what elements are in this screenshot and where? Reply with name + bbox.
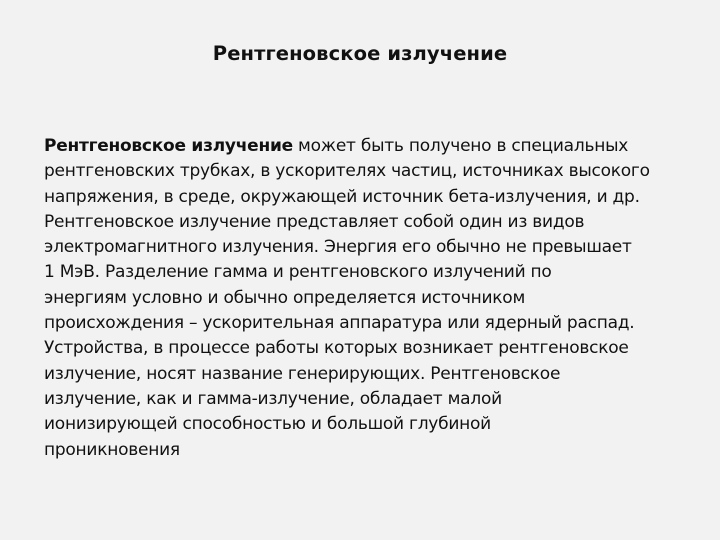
body-lead-term: Рентгеновское излучение (44, 136, 293, 156)
slide-title: Рентгеновское излучение (212, 42, 508, 65)
body-text: может быть получено в специальных рентгеновских трубках, в ускорителях частиц, источниках высокого напряжения, в среде, окружающей источник бета-излучения, и др. Рентгеновское излучение представляет собой один из видов электромагнитного излучения. Энергия его обычно не превышает 1 МэВ. Разделение гамма и рентгеновского излучений по энергиям условно и обычно определяется источником происхождения – ускорительная аппаратура или ядерный распад. Устройства, в процессе работы которых возникает рентгеновское излучение, носят название генерирующих. Рентгеновское излучение, как и гамма-излучение, обладает малой ионизирующей способностью и большой глубиной проникновения (44, 136, 650, 460)
body-paragraph (44, 134, 650, 463)
